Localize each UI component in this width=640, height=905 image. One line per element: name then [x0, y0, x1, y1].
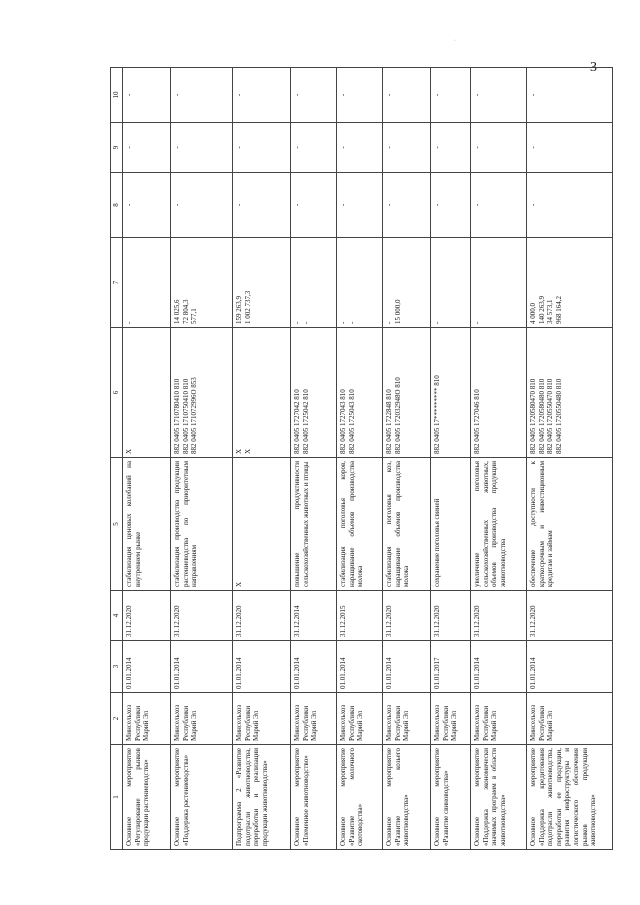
expected-result: обеспечение доступности к краткосрочным и инвестиционным кредитам и займам — [527, 458, 613, 591]
start-date: 01.01.2014 — [171, 641, 233, 693]
col-8-value: - — [291, 173, 337, 238]
end-date: 31.12.2020 — [233, 591, 291, 641]
col-9-value: - — [123, 123, 171, 173]
end-date: 31.12.2015 — [337, 591, 383, 641]
end-date: 31.12.2020 — [171, 591, 233, 641]
amount-line: 577,1 — [190, 308, 199, 324]
col-10-value: - — [123, 68, 171, 123]
budget-code-line: 882 0405 1727046 810 — [473, 389, 481, 454]
table-row — [471, 68, 527, 850]
executor: Минсельхоз Республики Марий Эл — [233, 693, 291, 745]
executor: Минсельхоз Республики Марий Эл — [431, 693, 471, 745]
amount-line: 15 000,0 — [393, 299, 402, 324]
col-10-value: - — [171, 68, 233, 123]
table-row — [383, 68, 431, 850]
page-number: 3 — [590, 60, 597, 75]
end-date: 31.12.2020 — [123, 591, 171, 641]
amount-line: - — [339, 321, 347, 324]
col-10-value: - — [233, 68, 291, 123]
activity-name: Основное мероприятие «Развитие козьего животноводства» — [383, 745, 431, 850]
budget-code — [233, 328, 291, 458]
col-header: 6 — [111, 328, 123, 458]
expected-result: X — [233, 458, 291, 591]
amount — [233, 238, 291, 328]
end-date: 31.12.2020 — [431, 591, 471, 641]
amount-line: 14 025,6 — [173, 299, 181, 324]
amount — [471, 238, 527, 328]
amount-line: 140 263,9 — [537, 296, 546, 324]
amount — [431, 238, 471, 328]
budget-code-line: 882 0405 1722848 810 — [385, 389, 393, 454]
amount-line: 968 164,2 — [554, 296, 563, 324]
end-date: 31.12.2020 — [383, 591, 431, 641]
budget-code-line: 882 0405 1727043 810 — [339, 389, 347, 454]
col-8-value: - — [337, 173, 383, 238]
amount-line: 34 573,1 — [546, 299, 555, 324]
executor: Минсельхоз Республики Марий Эл — [337, 693, 383, 745]
budget-code — [383, 328, 431, 458]
budget-code — [171, 328, 233, 458]
budget-code-line: 882 0405 1720550470 810 — [546, 378, 555, 454]
activity-name: Основное мероприятие «Поддержка экономически значимых программ в области животноводства» — [471, 745, 527, 850]
col-8-value: - — [383, 173, 431, 238]
col-10-value: - — [291, 68, 337, 123]
expected-result: повышение продуктивности сельскохозяйственных животных и птицы — [291, 458, 337, 591]
amount — [337, 238, 383, 328]
executor: Минсельхоз Республики Марий Эл — [471, 693, 527, 745]
amount-line: - — [433, 321, 441, 324]
col-8-value: - — [233, 173, 291, 238]
budget-code-line: X — [243, 448, 252, 454]
col-10-value: - — [431, 68, 471, 123]
col-header: 4 — [111, 591, 123, 641]
table-row — [291, 68, 337, 850]
budget-code-line: 882 0405 1720550480 810 — [554, 378, 563, 454]
start-date: 01.01.2014 — [337, 641, 383, 693]
amount — [527, 238, 613, 328]
start-date: 01.01.2014 — [527, 641, 613, 693]
col-9-value: - — [527, 123, 613, 173]
amount — [291, 238, 337, 328]
budget-code-line: 882 0405 1720580480 810 — [537, 378, 546, 454]
col-9-value: - — [171, 123, 233, 173]
activity-name: Подпрограмма 2 «Развитие подотрасли животноводства, переработки и реализации продукции животноводства» — [233, 745, 291, 850]
amount-line: 1 002 737,3 — [243, 290, 252, 324]
col-10-value: - — [383, 68, 431, 123]
col-header: 3 — [111, 641, 123, 693]
header-row — [111, 68, 123, 850]
amount-line: - — [347, 321, 356, 324]
scan-speck: · — [454, 38, 456, 44]
col-header: 8 — [111, 173, 123, 238]
col-header: 9 — [111, 123, 123, 173]
start-date: 01.01.2014 — [291, 641, 337, 693]
expected-result: сохранение поголовья свиней — [431, 458, 471, 591]
table-row — [431, 68, 471, 850]
activity-name: Основное мероприятие «Поддержка растениеводства» — [171, 745, 233, 850]
executor: Минсельхоз Республики Марий Эл — [123, 693, 171, 745]
col-8-value: - — [471, 173, 527, 238]
col-9-value: - — [291, 123, 337, 173]
start-date: 01.01.2014 — [123, 641, 171, 693]
table-row — [337, 68, 383, 850]
activity-name: Основное мероприятие «Поддержка кредитования подотрасли животноводства, переработки ее продукции, развития инфраструктуры и логистического обеспечения рынков продукции животноводства» — [527, 745, 613, 850]
budget-code — [471, 328, 527, 458]
budget-code-line: 882 0405 1725042 810 — [301, 389, 310, 454]
expected-result: стабилизация поголовья коз, наращивание объемов производства молока — [383, 458, 431, 591]
table-row — [527, 68, 613, 850]
col-10-value: - — [527, 68, 613, 123]
executor: Минсельхоз Республики Марий Эл — [171, 693, 233, 745]
col-header: 1 — [111, 745, 123, 850]
expected-result: увеличение поголовья сельскохозяйственных животных, объемов производства продукции животноводства — [471, 458, 527, 591]
amount-line: 4 000,0 — [529, 303, 537, 324]
table-row — [123, 68, 171, 850]
end-date: 31.12.2014 — [291, 591, 337, 641]
table-row — [171, 68, 233, 850]
col-9-value: - — [337, 123, 383, 173]
col-9-value: - — [383, 123, 431, 173]
budget-code-line: 882 0405 172032948О 810 — [393, 377, 402, 454]
table-row — [233, 68, 291, 850]
table-body — [123, 68, 613, 850]
budget-code-line: X — [235, 448, 243, 454]
amount-line: - — [301, 321, 310, 324]
budget-code — [527, 328, 613, 458]
amount-line: 72 804,3 — [181, 299, 190, 324]
expected-result: стабилизация производства продукции растениеводства по приоритетным направлениям — [171, 458, 233, 591]
col-8-value: - — [171, 173, 233, 238]
budget-code-line: 882 0405 17********* 810 — [433, 375, 441, 454]
budget-code-line: 882 0405 1727042 810 — [293, 389, 301, 454]
col-9-value: - — [233, 123, 291, 173]
col-header: 2 — [111, 693, 123, 745]
budget-code-line: 882 0405 1710750410 810 — [181, 378, 190, 454]
col-8-value: - — [527, 173, 613, 238]
col-8-value: - — [123, 173, 171, 238]
end-date: 31.12.2020 — [471, 591, 527, 641]
executor: Минсельхоз Республики Марий Эл — [383, 693, 431, 745]
amount — [123, 238, 171, 328]
col-header: 7 — [111, 238, 123, 328]
amount — [383, 238, 431, 328]
budget-code — [337, 328, 383, 458]
start-date: 01.01.2014 — [383, 641, 431, 693]
col-10-value: - — [471, 68, 527, 123]
end-date: 31.12.2020 — [527, 591, 613, 641]
budget-code-line: 882 0405 1725043 810 — [347, 389, 356, 454]
start-date: 01.01.2014 — [233, 641, 291, 693]
executor: Минсельхоз Республики Марий Эл — [291, 693, 337, 745]
amount-line: - — [473, 321, 481, 324]
executor: Минсельхоз Республики Марий Эл — [527, 693, 613, 745]
expected-result: стабилизация ценовых колебаний на внутреннем рынке — [123, 458, 171, 591]
budget-code-line: 882 0405 1720580470 810 — [529, 378, 537, 454]
amount-line: - — [385, 321, 393, 324]
activity-name: Основное мероприятие «Племенное животноводство» — [291, 745, 337, 850]
expected-result: стабилизация поголовья коров, наращивание объемов производства молока — [337, 458, 383, 591]
budget-code-line: 882 0405 171072996О 853 — [190, 377, 199, 454]
amount-line: 159 263,9 — [235, 296, 243, 324]
amount-line: - — [293, 321, 301, 324]
col-10-value: - — [337, 68, 383, 123]
amount — [171, 238, 233, 328]
col-header: 5 — [111, 458, 123, 591]
col-8-value: - — [431, 173, 471, 238]
rotated-page-content — [110, 68, 616, 850]
budget-code — [431, 328, 471, 458]
budget-code-line: 882 0405 1710780410 810 — [173, 378, 181, 454]
activity-name: Основное мероприятие «Развитие молочного скотоводства» — [337, 745, 383, 850]
amount-line: - — [125, 321, 133, 324]
budget-code — [291, 328, 337, 458]
program-table — [110, 67, 613, 850]
activity-name: Основное мероприятие «Регулирование рынков продукции растениеводства» — [123, 745, 171, 850]
activity-name: Основное мероприятие «Развитие свиноводства» — [431, 745, 471, 850]
col-9-value: - — [431, 123, 471, 173]
col-header: 10 — [111, 68, 123, 123]
budget-code-line: X — [125, 448, 133, 454]
start-date: 01.01.2017 — [431, 641, 471, 693]
budget-code — [123, 328, 171, 458]
col-9-value: - — [471, 123, 527, 173]
start-date: 01.01.2014 — [471, 641, 527, 693]
